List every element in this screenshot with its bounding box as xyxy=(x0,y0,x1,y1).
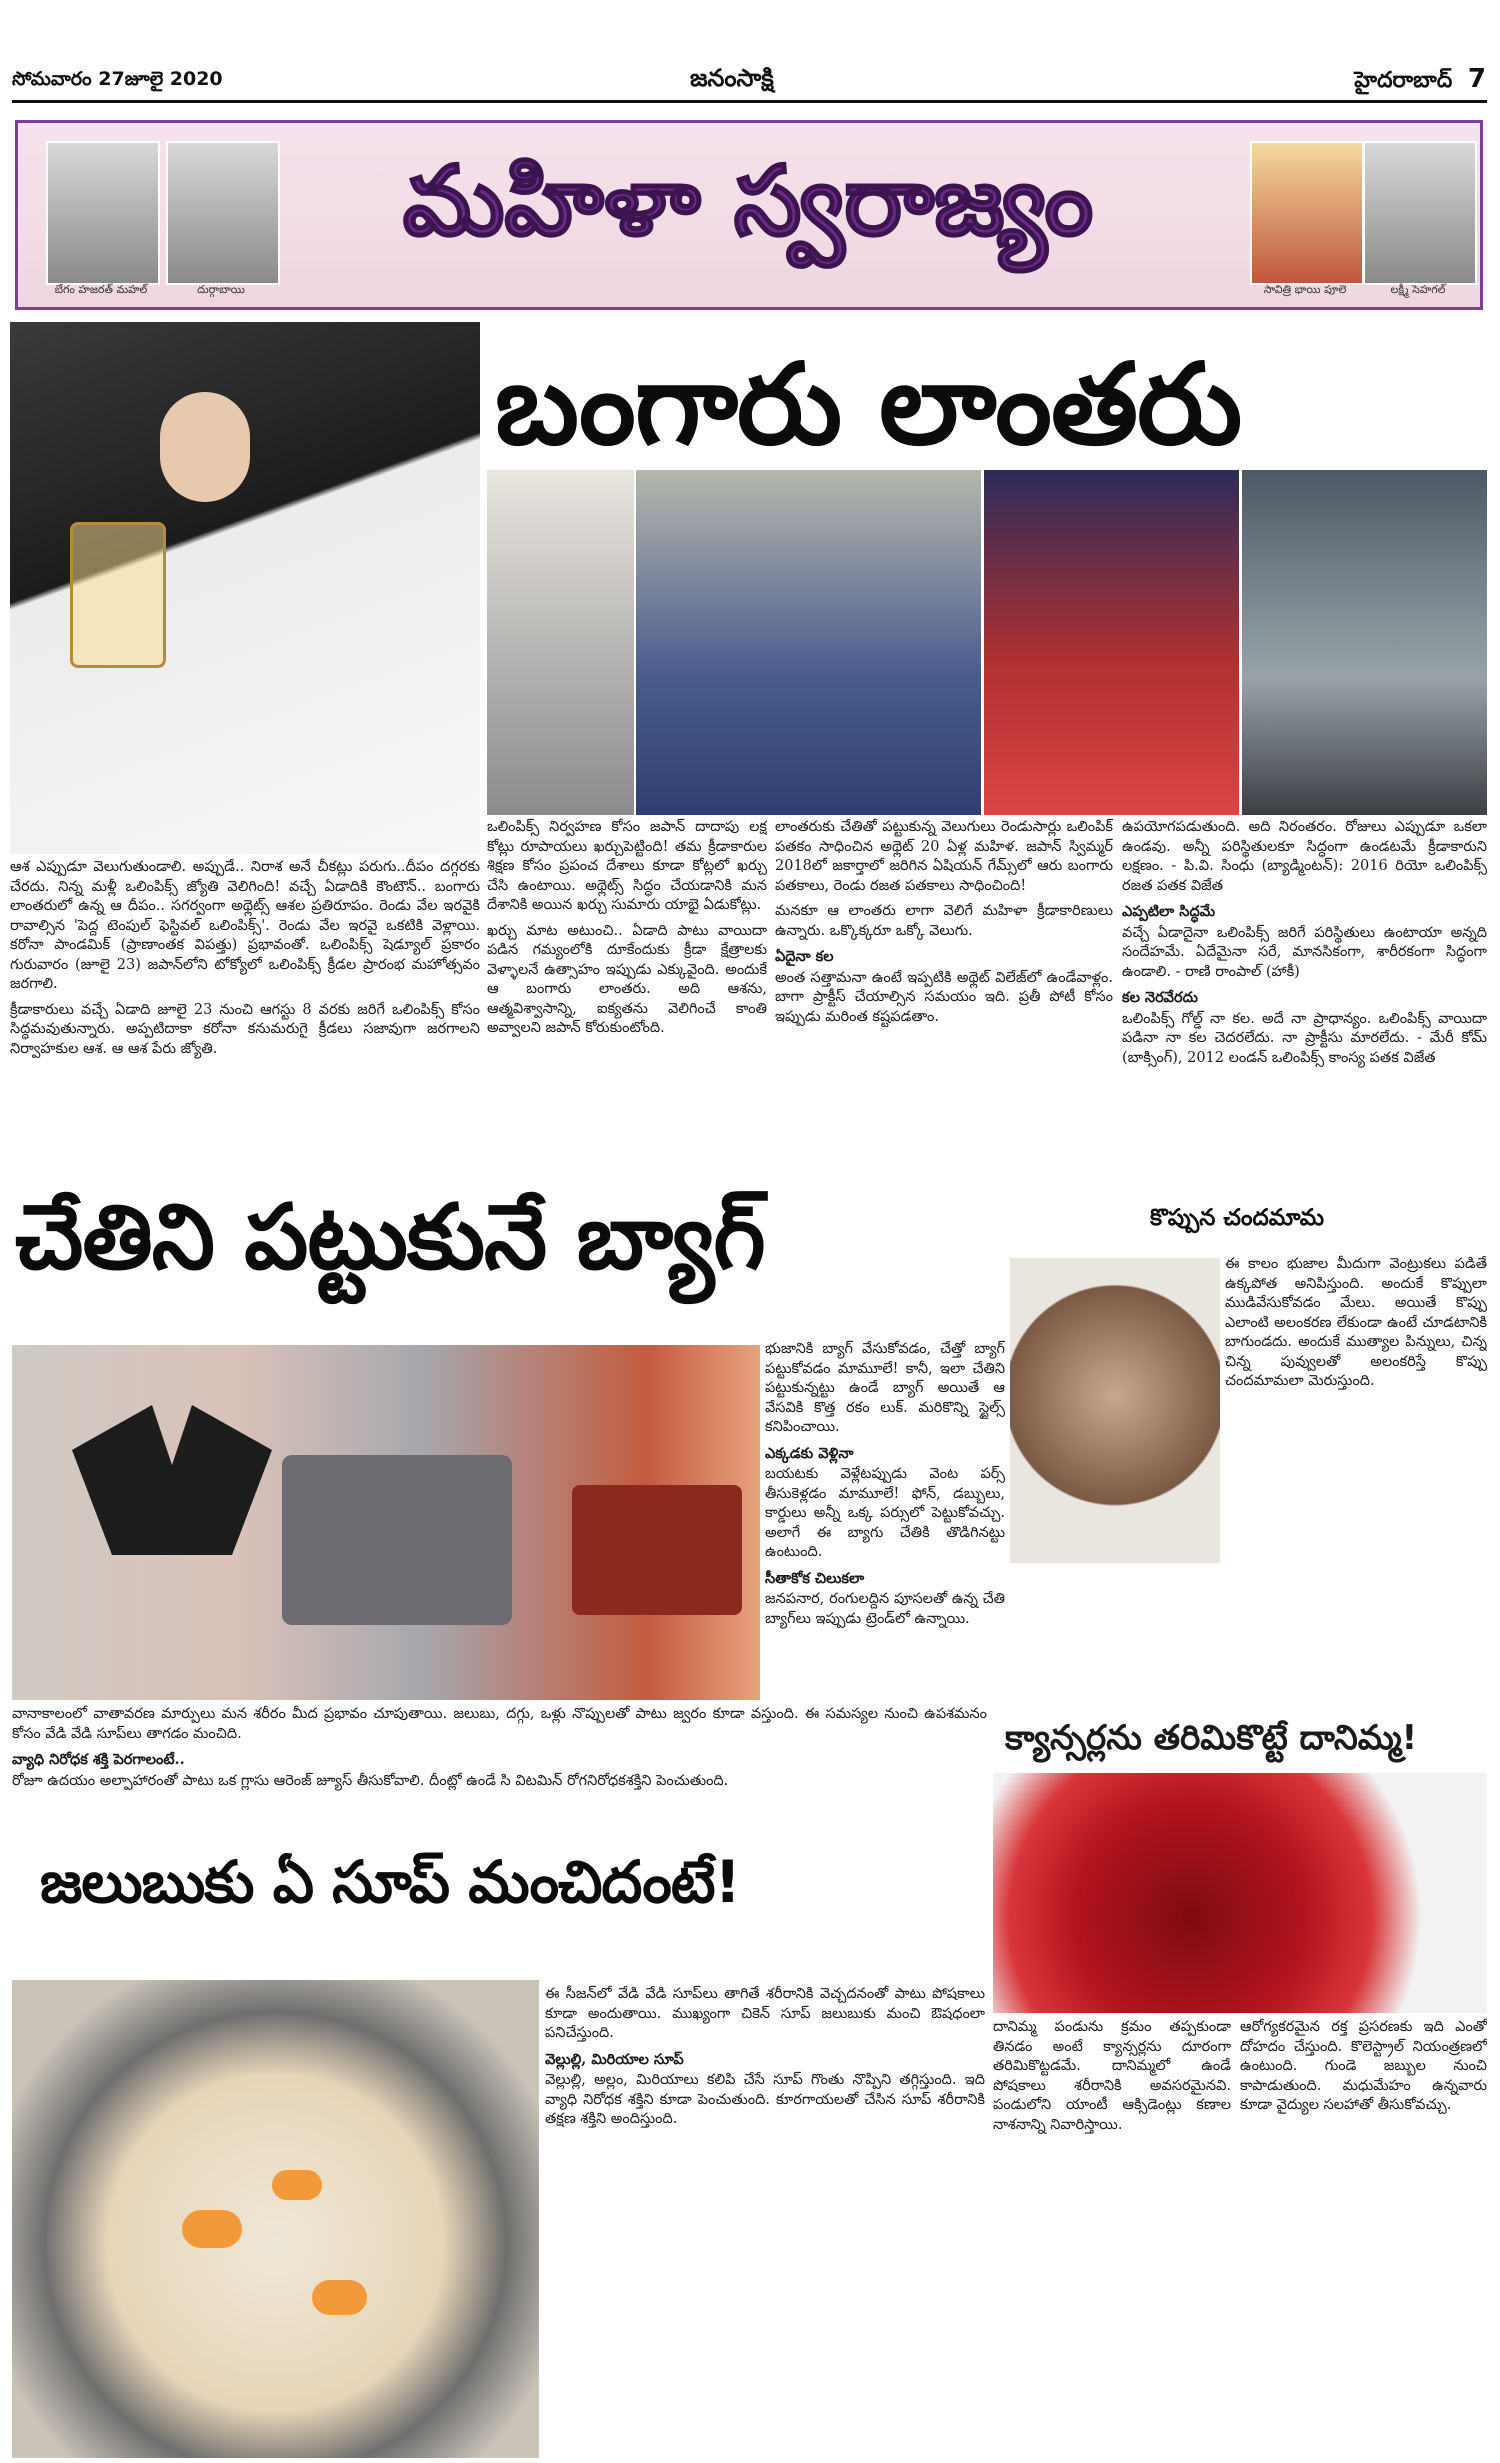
header-date: సోమవారం 27జూలై 2020 xyxy=(12,68,223,90)
subheading: ఏదైనా కల xyxy=(775,948,834,965)
subheading: కల నెరవేరదు xyxy=(1122,989,1198,1006)
header-city: హైదరాబాద్ xyxy=(1354,68,1453,93)
article-column xyxy=(1122,818,1487,1178)
portrait-painting xyxy=(1250,141,1364,285)
carrot-icon xyxy=(182,2210,242,2248)
header-city-page xyxy=(1354,64,1486,98)
paragraph: ఖర్చు మాట అటుంచి.. ఏడాది పాటు వాయిదా పడిన గమ్యంలోకి దూకేందుకు క్రీడా క్షేత్రాలకు వెళ్ళాలనే ఉత్సాహం ఇప్పుడు ఎక్కువైంది. అందుకే ఆ బంగారు లాంతరు. అది ఆశను, ఆత్మవిశ్వాసాన్ని, ఐక్యతను వెలిగించే కాంతి అవ్వాలని జపాన్ కోరుకుంటోంది. xyxy=(487,922,767,1036)
beaded-clutch-icon xyxy=(572,1485,742,1615)
newspaper-logo: జనంసాక్షి xyxy=(690,64,774,92)
carrot-icon xyxy=(272,2170,322,2200)
pomegranate-photo xyxy=(993,1773,1487,2013)
hairbun-photo xyxy=(1010,1258,1220,1563)
athlete-photo-shooter xyxy=(1242,470,1487,815)
portrait-caption: సావిత్రి భాయి పూలె xyxy=(1263,283,1347,296)
portrait-photo xyxy=(1363,141,1477,285)
portrait-caption: దుర్గాబాయి xyxy=(197,283,245,296)
headline-lantern: బంగారు లాంతరు xyxy=(495,340,1242,470)
subheading: సీతాకోక చిలుకలా xyxy=(765,1569,865,1587)
paragraph: ఒలింపిక్స్ నిర్వహణ కోసం జపాన్ దాదాపు లక్ష కోట్లు రూపాయలు ఖర్చుపెట్టింది! తమ క్రీడాకారుల శిక్షణ కోసం ప్రపంచ దేశాలు కూడా కోట్లలో ఖర్చు చేసి ఉంటాయి. అథ్లెట్స్ సిద్ధం చేయడానికి మన దేశానికి అయిన ఖర్చు సుమారు యాభై ఏడుకోట్లు. xyxy=(487,819,767,913)
paragraph: ఆరోగ్యకరమైన రక్త ప్రసరణకు ఇది ఎంతో దోహదం చేస్తుంది. కొలెస్ట్రాల్ నియంత్రణలో ఉంటుంది. గుండె జబ్బుల నుంచి కాపాడుతుంది. మధుమేహం ఉన్నవారు కూడా వైద్యుల సలహాతో తీసుకోవచ్చు. xyxy=(1240,2019,1487,2113)
paragraph: ఉపయోగపడుతుంది. అది నిరంతరం. రోజులు ఎప్పుడూ ఒకలా ఉండవు. అన్నీ పరిస్థితులకూ సిద్ధంగా ఉండటమే క్రీడాకారుని లక్షణం. - పి.వి. సింధు (బ్యాడ్మింటన్): 2016 రియో ఒలింపిక్స్ రజత పతక విజేత xyxy=(1122,819,1487,894)
torch-bearer-photo xyxy=(10,322,480,854)
butterfly-bag-icon xyxy=(72,1405,272,1555)
headline-hairbun: కొప్పున చందమామ xyxy=(1150,1205,1325,1231)
subheading: వెల్లుల్లి, మిరియాల సూప్ xyxy=(545,2050,684,2068)
paragraph: రోజూ ఉదయం అల్పాహారంతో పాటు ఒక గ్లాసు ఆరెంజ్ జ్యూస్ తీసుకోవాలి. దీంట్లో ఉండే సి విటమిన్ రోగనిరోధకశక్తిని పెంచుతుంది. xyxy=(12,1772,729,1789)
paragraph: ఆశ ఎప్పుడూ వెలుగుతుండాలి. అప్పుడే.. నిరాశ అనే చీకట్లు పరుగు..దీపం దగ్గరకు చేరదు. నిన్న మళ్లీ ఒలింపిక్స్ జ్యోతి వెలిగింది! వచ్చే ఏడాదికి కౌంటౌన్.. బంగారు లాంతరులో ఉన్న ఆ దీపం.. సగర్వంగా అథ్లెట్స్ ఆశల ప్రతిరూపం. రెండు వేల ఇరవైకి రావాల్సిన 'పెద్ద టెంపుల్ ఫెస్టివల్ ఒలింపిక్స్'. రెండు వేల ఇరవై ఒకటికి వెళ్లాయి. కరోనా పాండమిక్ (ప్రాణాంతక విపత్తు) ప్రభావంతో. ఒలింపిక్స్ షెడ్యూల్ ప్రకారం గురువారం (జూలై 23) జపాన్‌లోని టోక్యోలో ఒలింపిక్స్ క్రీడల ప్రారంభ మహోత్సవం జరగాలి. xyxy=(10,859,480,992)
paragraph: దానిమ్మ పండును క్రమం తప్పకుండా తినడం అంటే క్యాన్సర్లను దూరంగా తరిమికొట్టడమే. దానిమ్మలో ఉండే పోషకాలు శరీరానికి అవసరమైనవి. పండులోని యాంటీ ఆక్సిడెంట్లు కణాల నాశనాన్ని నివారిస్తాయి. xyxy=(993,2019,1231,2133)
grey-clutch-icon xyxy=(282,1455,512,1625)
section-banner xyxy=(15,120,1483,310)
athlete-photo-rani xyxy=(636,470,981,815)
athlete-photo-sindhu xyxy=(487,470,634,815)
paragraph: ఈ కాలం భుజాల మీదుగా వెంట్రుకలు పడితే ఉక్కపోత అనిపిస్తుంది. అందుకే కొప్పులా ముడివేసుకోవడం మేలు. అయితే కొప్పు ఎలాంటి అలంకరణ లేకుండా ఉంటే చూడటానికి బాగుండదు. అందుకే ముత్యాల పిన్నులు, చిన్న చిన్న పువ్వులతో అలంకరిస్తే కొప్పు చందమామలా మెరుస్తుంది. xyxy=(1225,1256,1487,1389)
subheading: ఎక్కడకు వెళ్లినా xyxy=(765,1444,854,1462)
portrait-caption: లక్ష్మీ సెహగల్ xyxy=(1390,283,1446,296)
bag-photo xyxy=(12,1345,760,1700)
portrait-sketch xyxy=(166,141,280,285)
paragraph: మనకూ ఆ లాంతరు లాగా వెలిగే మహిళా క్రీడాకారిణులు ఉన్నారు. ఒక్కొక్కరూ ఒక్కో వెలుగు. xyxy=(775,903,1113,939)
paragraph: జనపనార, రంగులద్దిన పూసలతో ఉన్న చేతి బ్యాగ్‌లు ఇప్పుడు ట్రెండ్‌లో ఉన్నాయి. xyxy=(765,1591,1005,1627)
page-number: 7 xyxy=(1467,64,1486,94)
paragraph: లాంతరుకు చేతితో పట్టుకున్న వెలుగులు రెండుసార్లు ఒలింపిక్ పతకం సాధించిన అథ్లెట్ 20 ఏళ్ల మహిళ. జపాన్ స్విమ్మర్ 2018లో జకార్తాలో జరిగిన ఏషియన్ గేమ్స్‌లో ఆరు బంగారు పతకాలు, రెండు రజత పతకాలు సాధించింది! xyxy=(775,819,1113,894)
article-column xyxy=(993,2018,1231,2458)
face-shape xyxy=(160,392,250,502)
carrot-icon xyxy=(312,2280,367,2315)
portrait-caption: బేగం హజరత్ మహల్ xyxy=(54,283,148,296)
paragraph: భుజానికి బ్యాగ్ వేసుకోవడం, చేత్తో బ్యాగ్ పట్టుకోవడం మామూలే! కానీ, ఇలా చేతిని పట్టుకున్నట్టు ఉండే బ్యాగ్ అయితే ఆ వేసవికి కొత్త రకం లుక్. మరికొన్ని స్టైల్స్ కనిపించాయి. xyxy=(765,1341,1005,1435)
paragraph: అంత సత్తామనా ఉంటే ఇప్పటికి అథ్లెట్ విలేజ్‌లో ఉండేవాళ్లం. బాగా ప్రాక్టీస్ చేయాల్సిన సమయం ఇది. ప్రతీ పోటీ కోసం ఇప్పుడు మరింత కష్టపడతాం. xyxy=(775,969,1113,1025)
headline-soup: జలుబుకు ఏ సూప్ మంచిదంటే! xyxy=(40,1848,740,1916)
article-column xyxy=(545,1985,985,2458)
paragraph: బయటకు వెళ్లేటప్పుడు వెంట పర్స్ తీసుకెళ్లడం మామూలే! ఫోన్, డబ్బులు, కార్డులు అన్నీ ఒక్క పర్సులో పెట్టుకోవచ్చు. అలాగే ఈ బ్యాగు చేతికి తొడిగినట్టు ఉంటుంది. xyxy=(765,1466,1005,1560)
paragraph: ఈ సీజన్‌లో వేడి వేడి సూప్‌లు తాగితే శరీరానికి వెచ్చదనంతో పాటు పోషకాలు కూడా అందుతాయి. ముఖ్యంగా చికెన్ సూప్ జలుబుకు మంచి ఔషధంలా పనిచేస్తుంది. xyxy=(545,1986,985,2041)
article-column xyxy=(487,818,767,1176)
portrait-sketch xyxy=(46,141,160,285)
paragraph: వానాకాలంలో వాతావరణ మార్పులు మన శరీరం మీద ప్రభావం చూపుతాయి. జలుబు, దగ్గు, ఒళ్లు నొప్పులతో పాటు జ్వరం కూడా వస్తుంది. ఈ సమస్యల నుంచి ఉపశమనం కోసం వేడి వేడి సూప్‌లు తాగడం మంచిది. xyxy=(12,1706,987,1742)
section-title: మహిళా స్వరాజ్యం xyxy=(402,145,1094,257)
headline-pomegranate: క్యాన్సర్లను తరిమికొట్టే దానిమ్మ! xyxy=(1005,1718,1418,1758)
article-intro xyxy=(12,1705,987,1845)
article-column xyxy=(1225,1255,1487,1720)
header-rule xyxy=(12,100,1487,103)
article-column xyxy=(10,858,480,1176)
soup-photo xyxy=(12,1980,539,2458)
headline-bag: చేతిని పట్టుకునే బ్యాగ్ xyxy=(15,1185,765,1290)
lantern-icon xyxy=(70,522,166,668)
subheading: ఎప్పటిలా సిద్ధమే xyxy=(1122,903,1216,920)
paragraph: ఒలింపిక్స్ గోల్డ్ నా కల. అదే నా ప్రాధాన్యం. ఒలింపిక్స్ వాయిదా పడినా నా కల చెదరలేదు. నా ప్రాక్టీసు మారలేదు. - మేరీ కోమ్ (బాక్సింగ్), 2012 లండన్ ఒలింపిక్స్ కాంస్య పతక విజేత xyxy=(1122,1010,1487,1066)
paragraph: క్రీడాకారులు వచ్చే ఏడాది జూలై 23 నుంచి ఆగస్టు 8 వరకు జరిగే ఒలింపిక్స్ కోసం సిద్ధమవుతున్నారు. అప్పటిదాకా కరోనా కనుమరుగై క్రీడలు సజావుగా జరగాలని నిర్వాహకుల ఆశ. ఆ ఆశ పేరు జ్యోతి. xyxy=(10,1001,480,1057)
paragraph: వచ్చే ఏడాదైనా ఒలింపిక్స్ జరిగే పరిస్థితులు ఉంటాయా అన్నది సందేహమే. ఏదేమైనా సరే, మానసికంగా, శారీరకంగా సిద్ధంగా ఉండాలి. - రాణి రాంపాల్ (హాకీ) xyxy=(1122,924,1487,980)
article-column xyxy=(1240,2018,1487,2458)
subheading: వ్యాధి నిరోధక శక్తి పెరగాలంటే.. xyxy=(12,1751,185,1768)
article-column xyxy=(775,818,1113,1176)
article-column xyxy=(765,1340,1005,1705)
paragraph: వెల్లుల్లి, అల్లం, మిరియాలు కలిపి చేసే సూప్ గొంతు నొప్పిని తగ్గిస్తుంది. ఇది వ్యాధి నిరోధక శక్తిని కూడా పెంచుతుంది. కూరగాయలతో చేసిన సూప్ శరీరానికి తక్షణ శక్తిని అందిస్తుంది. xyxy=(545,2072,985,2127)
athlete-photo-marykom xyxy=(984,470,1239,815)
